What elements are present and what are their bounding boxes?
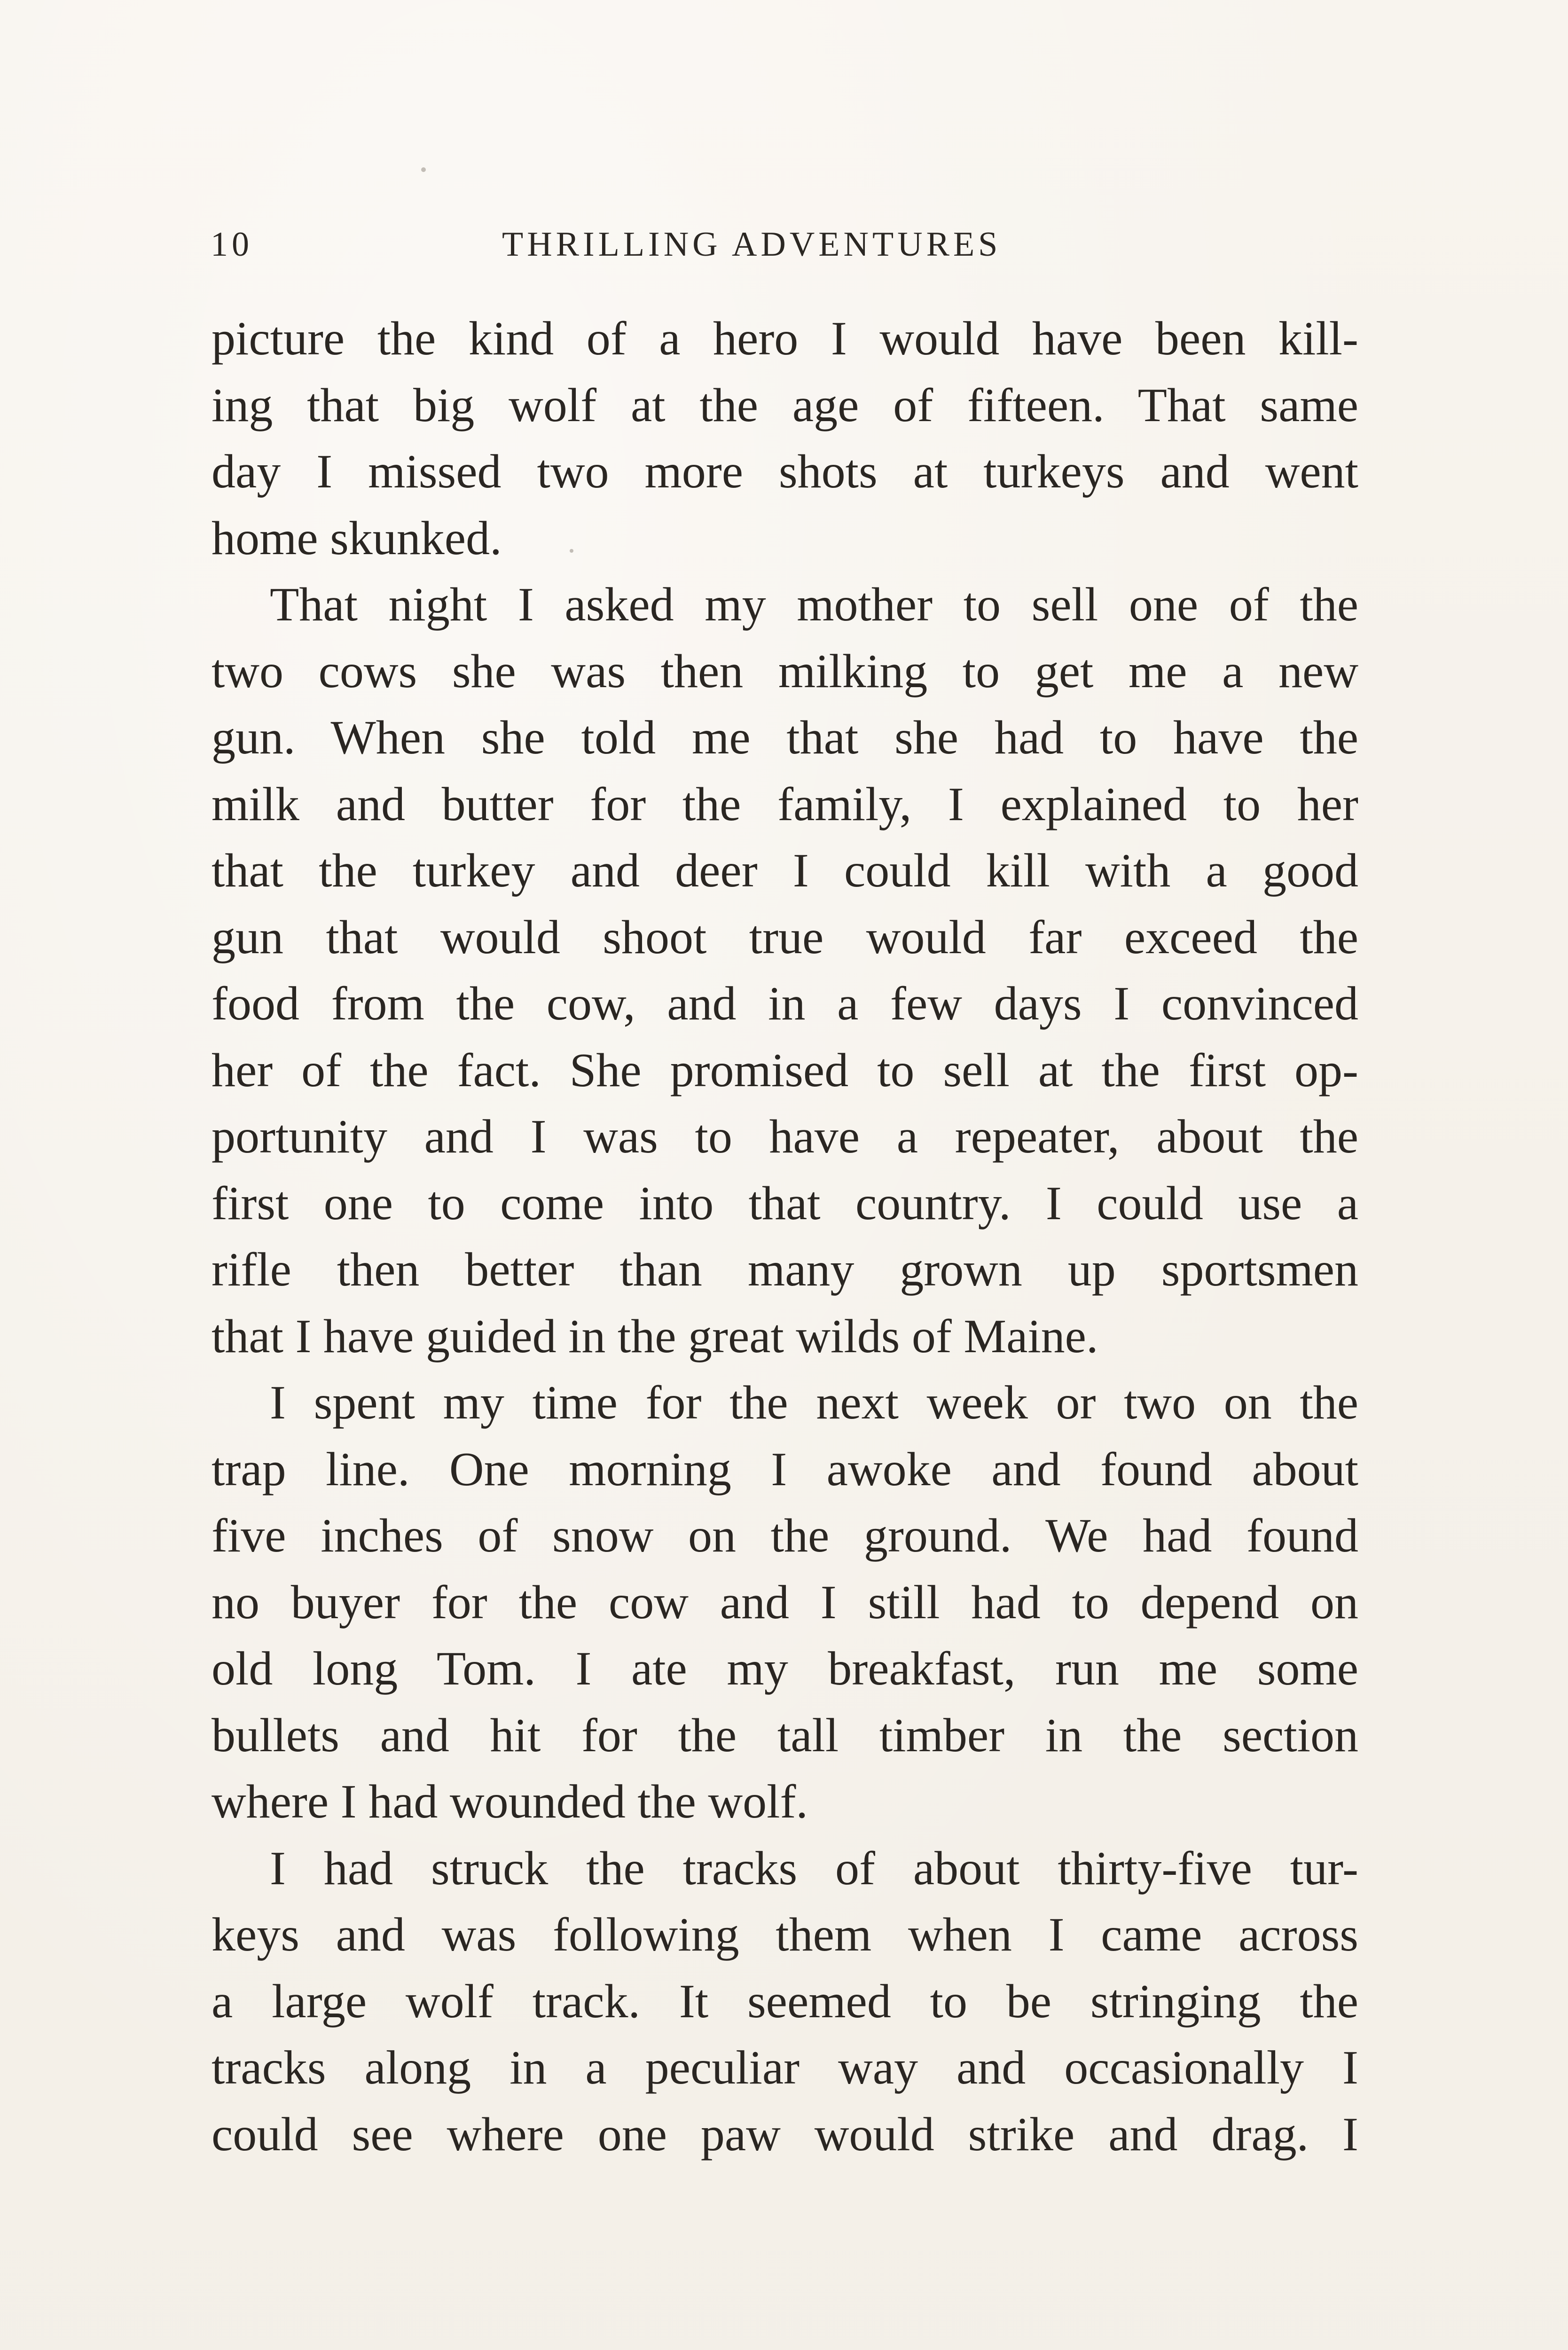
text-line: milk and butter for the family, I explained to her bbox=[212, 777, 1358, 831]
text-line: picture the kind of a hero I would have been kill- bbox=[212, 312, 1358, 365]
paper-speck bbox=[421, 167, 426, 172]
text-line: that I have guided in the great wilds of Maine. bbox=[212, 1309, 1098, 1363]
text-line: first one to come into that country. I could use a bbox=[212, 1176, 1358, 1230]
text-line: could see where one paw would strike and drag. I bbox=[212, 2107, 1358, 2161]
text-line: her of the fact. She promised to sell at the first op- bbox=[212, 1043, 1358, 1097]
text-line: gun. When she told me that she had to have the bbox=[212, 711, 1358, 764]
text-line: old long Tom. I ate my breakfast, run me some bbox=[212, 1642, 1358, 1695]
text-line: bullets and hit for the tall timber in the section bbox=[212, 1708, 1358, 1762]
text-line: portunity and I was to have a repeater, about the bbox=[212, 1110, 1358, 1163]
text-line: rifle then better than many grown up sportsmen bbox=[212, 1243, 1358, 1296]
text-line: that the turkey and deer I could kill with a good bbox=[212, 844, 1358, 897]
text-line: food from the cow, and in a few days I convinced bbox=[212, 977, 1358, 1030]
text-line: day I missed two more shots at turkeys and went bbox=[212, 445, 1358, 498]
text-line: where I had wounded the wolf. bbox=[212, 1775, 808, 1828]
page-number: 10 bbox=[211, 225, 253, 264]
running-head bbox=[211, 225, 1357, 276]
text-line: two cows she was then milking to get me a new bbox=[212, 644, 1358, 698]
text-line: I spent my time for the next week or two on the bbox=[270, 1376, 1358, 1429]
text-line: five inches of snow on the ground. We had found bbox=[212, 1509, 1358, 1562]
text-line: That night I asked my mother to sell one of the bbox=[270, 578, 1358, 631]
text-line: ing that big wolf at the age of fifteen. That same bbox=[212, 378, 1358, 432]
body-text bbox=[212, 306, 1358, 2168]
text-line: gun that would shoot true would far exceed the bbox=[212, 910, 1358, 964]
text-line: no buyer for the cow and I still had to depend on bbox=[212, 1575, 1358, 1629]
text-line: a large wolf track. It seemed to be stringing the bbox=[212, 1974, 1358, 2028]
running-title: THRILLING ADVENTURES bbox=[502, 225, 1002, 264]
text-line: tracks along in a peculiar way and occasionally I bbox=[212, 2041, 1358, 2094]
text-line: keys and was following them when I came across bbox=[212, 1908, 1358, 1961]
text-line: I had struck the tracks of about thirty-five tur- bbox=[270, 1841, 1358, 1895]
text-line: trap line. One morning I awoke and found about bbox=[212, 1442, 1358, 1496]
text-line: home skunked. bbox=[212, 511, 502, 565]
